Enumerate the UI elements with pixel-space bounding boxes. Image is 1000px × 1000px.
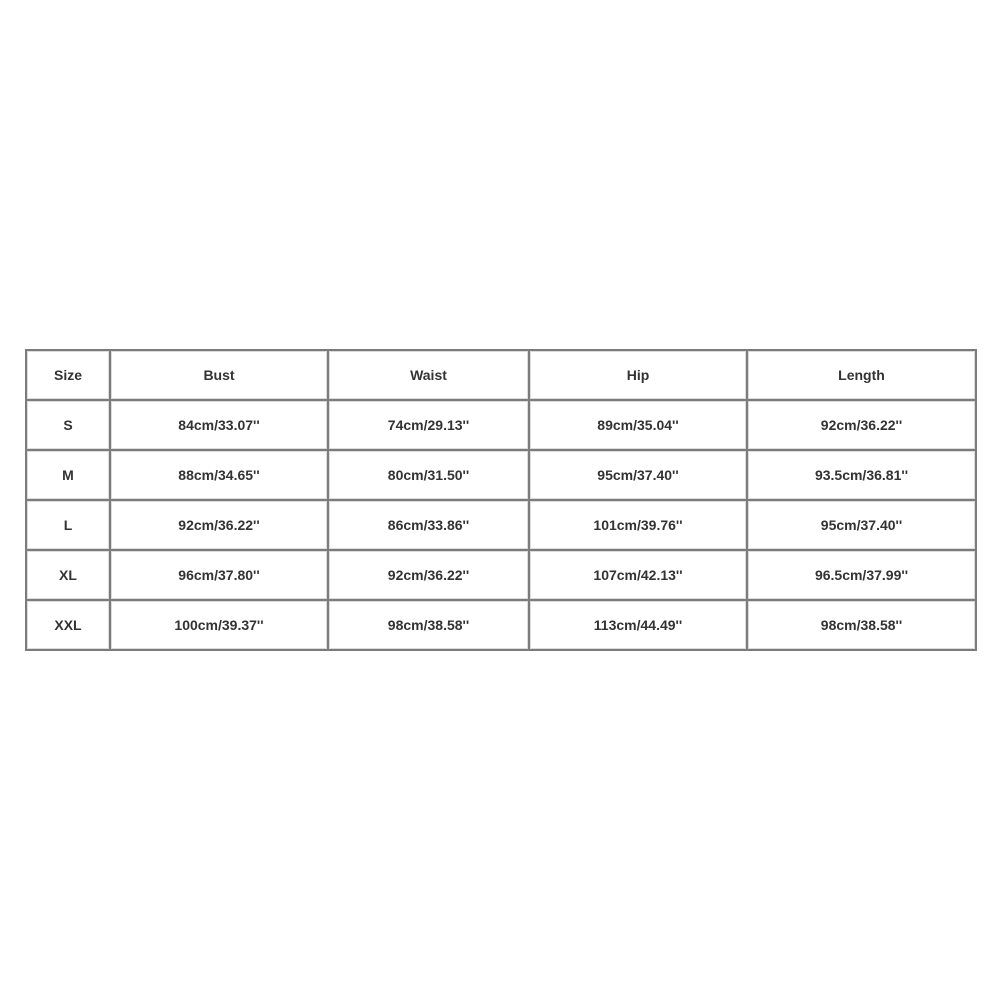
- header-row: [26, 350, 976, 400]
- cell-size: XXL: [26, 600, 110, 650]
- size-chart-table: [25, 349, 977, 651]
- cell-hip: 113cm/44.49'': [529, 600, 747, 650]
- cell-waist: 80cm/31.50'': [328, 450, 529, 500]
- cell-size: XL: [26, 550, 110, 600]
- cell-length: 96.5cm/37.99'': [747, 550, 976, 600]
- cell-bust: 96cm/37.80'': [110, 550, 328, 600]
- cell-hip: 89cm/35.04'': [529, 400, 747, 450]
- cell-hip: 95cm/37.40'': [529, 450, 747, 500]
- cell-length: 92cm/36.22'': [747, 400, 976, 450]
- cell-waist: 98cm/38.58'': [328, 600, 529, 650]
- cell-waist: 92cm/36.22'': [328, 550, 529, 600]
- cell-hip: 107cm/42.13'': [529, 550, 747, 600]
- header-waist: Waist: [328, 350, 529, 400]
- cell-bust: 88cm/34.65'': [110, 450, 328, 500]
- header-hip: Hip: [529, 350, 747, 400]
- cell-length: 95cm/37.40'': [747, 500, 976, 550]
- cell-waist: 86cm/33.86'': [328, 500, 529, 550]
- cell-bust: 92cm/36.22'': [110, 500, 328, 550]
- cell-hip: 101cm/39.76'': [529, 500, 747, 550]
- header-length: Length: [747, 350, 976, 400]
- table-row: [26, 600, 976, 650]
- table-row: [26, 400, 976, 450]
- cell-waist: 74cm/29.13'': [328, 400, 529, 450]
- cell-size: L: [26, 500, 110, 550]
- cell-bust: 84cm/33.07'': [110, 400, 328, 450]
- cell-bust: 100cm/39.37'': [110, 600, 328, 650]
- header-bust: Bust: [110, 350, 328, 400]
- cell-length: 98cm/38.58'': [747, 600, 976, 650]
- table-row: [26, 450, 976, 500]
- header-size: Size: [26, 350, 110, 400]
- cell-size: M: [26, 450, 110, 500]
- cell-size: S: [26, 400, 110, 450]
- table-row: [26, 550, 976, 600]
- cell-length: 93.5cm/36.81'': [747, 450, 976, 500]
- table-row: [26, 500, 976, 550]
